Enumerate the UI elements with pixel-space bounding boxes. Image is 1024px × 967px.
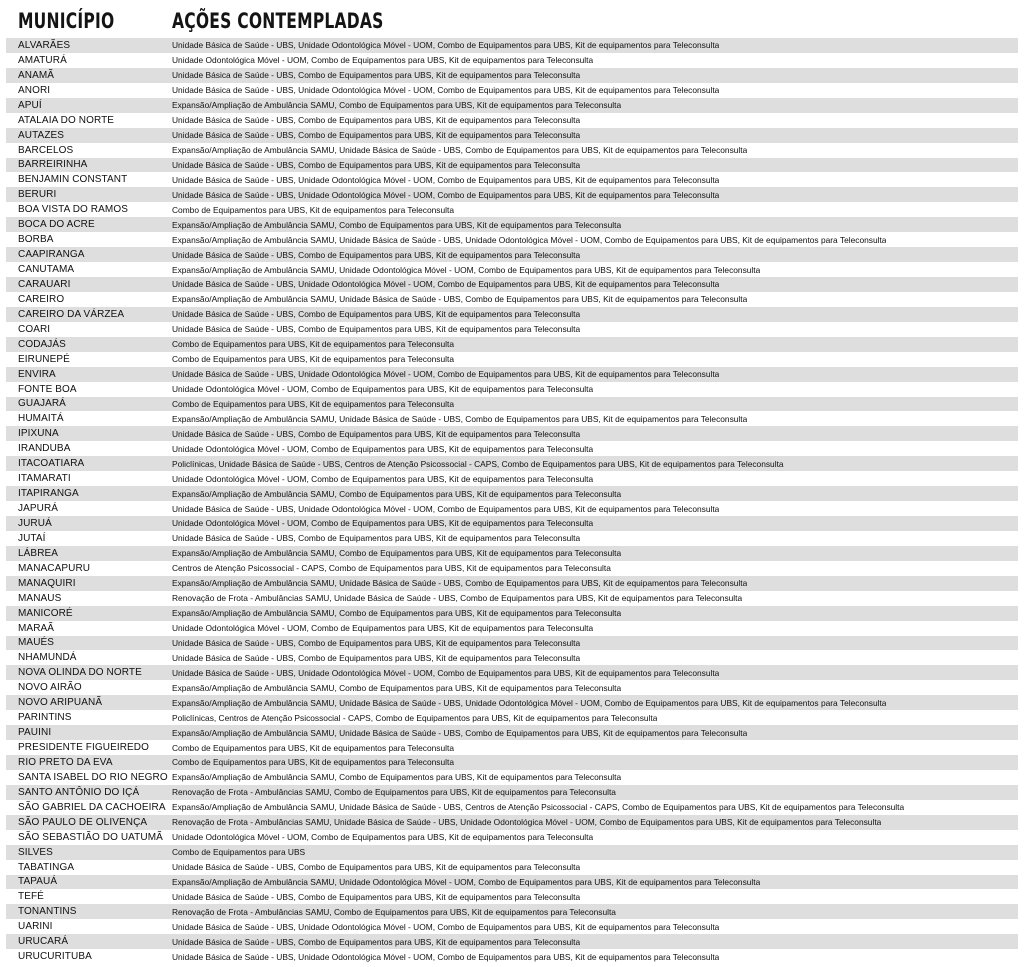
acoes-cell: Unidade Básica de Saúde - UBS, Combo de Equipamentos para UBS, Kit de equipamentos para Teleconsulta bbox=[172, 936, 581, 947]
acoes-cell: Expansão/Ampliação de Ambulância SAMU, Unidade Básica de Saúde - UBS, Unidade Odontológica Móvel - UOM, Combo de Equipamentos para UBS, Kit de equipamentos para Teleconsulta bbox=[172, 234, 887, 245]
acoes-cell: Unidade Odontológica Móvel - UOM, Combo de Equipamentos para UBS, Kit de equipamentos para Teleconsulta bbox=[172, 443, 594, 454]
municipio-cell: BORBA bbox=[18, 234, 54, 246]
acoes-cell: Unidade Básica de Saúde - UBS, Combo de Equipamentos para UBS, Kit de equipamentos para Teleconsulta bbox=[172, 891, 581, 902]
table-row bbox=[6, 919, 1018, 934]
municipio-cell: SÃO PAULO DE OLIVENÇA bbox=[18, 816, 148, 828]
municipio-cell: APUÍ bbox=[18, 99, 42, 111]
municipio-cell: ALVARÃES bbox=[18, 39, 71, 51]
municipio-cell: NHAMUNDÁ bbox=[18, 652, 77, 664]
table-row bbox=[6, 815, 1018, 830]
municipio-cell: EIRUNEPÉ bbox=[18, 353, 70, 365]
table-row bbox=[6, 845, 1018, 860]
acoes-cell: Unidade Básica de Saúde - UBS, Unidade Odontológica Móvel - UOM, Combo de Equipamentos para UBS, Kit de equipamentos para Teleconsulta bbox=[172, 174, 720, 185]
municipio-cell: SANTA ISABEL DO RIO NEGRO bbox=[18, 771, 168, 783]
table-row bbox=[6, 352, 1018, 367]
municipio-cell: SÃO GABRIEL DA CACHOEIRA bbox=[18, 801, 166, 813]
municipio-cell: MANICORÉ bbox=[18, 607, 73, 619]
table-row bbox=[6, 561, 1018, 576]
municipio-cell: IPIXUNA bbox=[18, 428, 59, 440]
table-row bbox=[6, 397, 1018, 412]
table-row bbox=[6, 322, 1018, 337]
municipio-cell: PRESIDENTE FIGUEIREDO bbox=[18, 742, 150, 754]
table-row bbox=[6, 426, 1018, 441]
acoes-cell: Expansão/Ampliação de Ambulância SAMU, Unidade Básica de Saúde - UBS, Combo de Equipamentos para UBS, Kit de equipamentos para Teleconsulta bbox=[172, 578, 748, 589]
municipio-cell: MANAQUIRI bbox=[18, 577, 76, 589]
municipio-cell: TAPAUÁ bbox=[18, 876, 58, 888]
municipio-cell: BERURI bbox=[18, 189, 57, 201]
municipio-cell: SILVES bbox=[18, 846, 53, 858]
municipio-cell: FONTE BOA bbox=[18, 383, 77, 395]
table-row bbox=[6, 441, 1018, 456]
table-row bbox=[6, 232, 1018, 247]
acoes-cell: Unidade Básica de Saúde - UBS, Unidade Odontológica Móvel - UOM, Combo de Equipamentos para UBS, Kit de equipamentos para Teleconsulta bbox=[172, 85, 720, 96]
acoes-cell: Expansão/Ampliação de Ambulância SAMU, Unidade Básica de Saúde - UBS, Centros de Atenção Psicossocial - CAPS, Combo de Equipamentos para UBS, Kit de equipamentos para Teleconsulta bbox=[172, 802, 905, 813]
header-acoes-contempladas: AÇÕES CONTEMPLADAS bbox=[172, 9, 384, 33]
municipio-cell: JURUÁ bbox=[18, 517, 52, 529]
acoes-cell: Unidade Odontológica Móvel - UOM, Combo de Equipamentos para UBS, Kit de equipamentos para Teleconsulta bbox=[172, 623, 594, 634]
acoes-cell: Unidade Básica de Saúde - UBS, Combo de Equipamentos para UBS, Kit de equipamentos para Teleconsulta bbox=[172, 533, 581, 544]
municipio-cell: UARINI bbox=[18, 921, 53, 933]
table-row bbox=[6, 949, 1018, 964]
municipio-cell: ITAPIRANGA bbox=[18, 488, 79, 500]
table-row bbox=[6, 202, 1018, 217]
table-row bbox=[6, 860, 1018, 875]
table-row bbox=[6, 262, 1018, 277]
table-row bbox=[6, 889, 1018, 904]
acoes-cell: Expansão/Ampliação de Ambulância SAMU, Unidade Básica de Saúde - UBS, Combo de Equipamentos para UBS, Kit de equipamentos para Teleconsulta bbox=[172, 413, 748, 424]
municipios-table bbox=[6, 8, 1018, 963]
table-row bbox=[6, 755, 1018, 770]
table-header bbox=[6, 8, 1018, 37]
table-row bbox=[6, 770, 1018, 785]
table-row bbox=[6, 680, 1018, 695]
table-row bbox=[6, 292, 1018, 307]
municipio-cell: TEFÉ bbox=[18, 891, 44, 903]
acoes-cell: Expansão/Ampliação de Ambulância SAMU, Combo de Equipamentos para UBS, Kit de equipamentos para Teleconsulta bbox=[172, 488, 622, 499]
acoes-cell: Unidade Básica de Saúde - UBS, Combo de Equipamentos para UBS, Kit de equipamentos para Teleconsulta bbox=[172, 428, 581, 439]
acoes-cell: Expansão/Ampliação de Ambulância SAMU, Combo de Equipamentos para UBS, Kit de equipamentos para Teleconsulta bbox=[172, 219, 622, 230]
table-row bbox=[6, 546, 1018, 561]
table-row bbox=[6, 710, 1018, 725]
acoes-cell: Combo de Equipamentos para UBS, Kit de equipamentos para Teleconsulta bbox=[172, 339, 454, 350]
municipio-cell: COARI bbox=[18, 323, 51, 335]
acoes-cell: Unidade Básica de Saúde - UBS, Combo de Equipamentos para UBS, Kit de equipamentos para Teleconsulta bbox=[172, 862, 581, 873]
municipio-cell: CANUTAMA bbox=[18, 264, 75, 276]
acoes-cell: Unidade Básica de Saúde - UBS, Combo de Equipamentos para UBS, Kit de equipamentos para Teleconsulta bbox=[172, 130, 581, 141]
municipio-cell: RIO PRETO DA EVA bbox=[18, 756, 113, 768]
acoes-cell: Renovação de Frota - Ambulâncias SAMU, Unidade Básica de Saúde - UBS, Unidade Odontológica Móvel - UOM, Combo de Equipamentos para UBS, Kit de equipamentos para Teleconsulta bbox=[172, 817, 882, 828]
municipio-cell: LÁBREA bbox=[18, 547, 59, 559]
municipio-cell: CARAUARI bbox=[18, 278, 71, 290]
municipio-cell: TABATINGA bbox=[18, 861, 75, 873]
municipio-cell: NOVO AIRÃO bbox=[18, 682, 82, 694]
acoes-cell: Expansão/Ampliação de Ambulância SAMU, Combo de Equipamentos para UBS, Kit de equipamentos para Teleconsulta bbox=[172, 772, 622, 783]
acoes-cell: Unidade Básica de Saúde - UBS, Combo de Equipamentos para UBS, Kit de equipamentos para Teleconsulta bbox=[172, 309, 581, 320]
acoes-cell: Unidade Básica de Saúde - UBS, Unidade Odontológica Móvel - UOM, Combo de Equipamentos para UBS, Kit de equipamentos para Teleconsulta bbox=[172, 503, 720, 514]
table-row bbox=[6, 531, 1018, 546]
municipio-cell: PAUINI bbox=[18, 727, 52, 739]
municipio-cell: BARREIRINHA bbox=[18, 159, 88, 171]
municipio-cell: URUCARÁ bbox=[18, 936, 69, 948]
municipio-cell: MANAUS bbox=[18, 592, 62, 604]
acoes-cell: Unidade Odontológica Móvel - UOM, Combo de Equipamentos para UBS, Kit de equipamentos para Teleconsulta bbox=[172, 473, 594, 484]
table-row bbox=[6, 53, 1018, 68]
table-row bbox=[6, 128, 1018, 143]
acoes-cell: Unidade Básica de Saúde - UBS, Combo de Equipamentos para UBS, Kit de equipamentos para Teleconsulta bbox=[172, 324, 581, 335]
acoes-cell: Unidade Odontológica Móvel - UOM, Combo de Equipamentos para UBS, Kit de equipamentos para Teleconsulta bbox=[172, 55, 594, 66]
acoes-cell: Expansão/Ampliação de Ambulância SAMU, Combo de Equipamentos para UBS, Kit de equipamentos para Teleconsulta bbox=[172, 682, 622, 693]
acoes-cell: Unidade Básica de Saúde - UBS, Combo de Equipamentos para UBS, Kit de equipamentos para Teleconsulta bbox=[172, 70, 581, 81]
table-row bbox=[6, 636, 1018, 651]
table-row bbox=[6, 606, 1018, 621]
table-row bbox=[6, 501, 1018, 516]
table-row bbox=[6, 143, 1018, 158]
table-row bbox=[6, 83, 1018, 98]
acoes-cell: Unidade Básica de Saúde - UBS, Unidade Odontológica Móvel - UOM, Combo de Equipamentos para UBS, Kit de equipamentos para Teleconsulta bbox=[172, 951, 720, 962]
municipio-cell: JAPURÁ bbox=[18, 503, 59, 515]
table-row bbox=[6, 217, 1018, 232]
table-row bbox=[6, 113, 1018, 128]
municipio-cell: HUMAITÁ bbox=[18, 413, 64, 425]
table-body bbox=[6, 38, 1018, 964]
acoes-cell: Renovação de Frota - Ambulâncias SAMU, Unidade Básica de Saúde - UBS, Combo de Equipamentos para UBS, Kit de equipamentos para Teleconsulta bbox=[172, 593, 743, 604]
acoes-cell: Combo de Equipamentos para UBS bbox=[172, 847, 306, 858]
table-row bbox=[6, 68, 1018, 83]
table-row bbox=[6, 277, 1018, 292]
municipio-cell: MANACAPURU bbox=[18, 562, 91, 574]
municipio-cell: CAREIRO DA VÁRZEA bbox=[18, 308, 125, 320]
table-row bbox=[6, 307, 1018, 322]
acoes-cell: Unidade Odontológica Móvel - UOM, Combo de Equipamentos para UBS, Kit de equipamentos para Teleconsulta bbox=[172, 384, 594, 395]
table-row bbox=[6, 516, 1018, 531]
acoes-cell: Expansão/Ampliação de Ambulância SAMU, Combo de Equipamentos para UBS, Kit de equipamentos para Teleconsulta bbox=[172, 100, 622, 111]
table-row bbox=[6, 247, 1018, 262]
municipio-cell: CAREIRO bbox=[18, 293, 65, 305]
municipio-cell: GUAJARÁ bbox=[18, 398, 66, 410]
table-row bbox=[6, 367, 1018, 382]
acoes-cell: Unidade Básica de Saúde - UBS, Combo de Equipamentos para UBS, Kit de equipamentos para Teleconsulta bbox=[172, 115, 581, 126]
table-row bbox=[6, 934, 1018, 949]
municipio-cell: CODAJÁS bbox=[18, 338, 66, 350]
acoes-cell: Expansão/Ampliação de Ambulância SAMU, Combo de Equipamentos para UBS, Kit de equipamentos para Teleconsulta bbox=[172, 608, 622, 619]
municipio-cell: IRANDUBA bbox=[18, 443, 71, 455]
municipio-cell: BOA VISTA DO RAMOS bbox=[18, 204, 128, 216]
municipio-cell: ITAMARATI bbox=[18, 473, 71, 485]
acoes-cell: Combo de Equipamentos para UBS, Kit de equipamentos para Teleconsulta bbox=[172, 354, 454, 365]
table-row bbox=[6, 382, 1018, 397]
table-row bbox=[6, 158, 1018, 173]
acoes-cell: Unidade Odontológica Móvel - UOM, Combo de Equipamentos para UBS, Kit de equipamentos para Teleconsulta bbox=[172, 518, 594, 529]
table-row bbox=[6, 337, 1018, 352]
acoes-cell: Expansão/Ampliação de Ambulância SAMU, Unidade Básica de Saúde - UBS, Combo de Equipamentos para UBS, Kit de equipamentos para Teleconsulta bbox=[172, 145, 748, 156]
municipio-cell: TONANTINS bbox=[18, 906, 77, 918]
table-row bbox=[6, 486, 1018, 501]
acoes-cell: Centros de Atenção Psicossocial - CAPS, Combo de Equipamentos para UBS, Kit de equipamentos para Teleconsulta bbox=[172, 563, 611, 574]
municipio-cell: AMATURÁ bbox=[18, 54, 67, 66]
municipio-cell: JUTAÍ bbox=[18, 532, 46, 544]
municipio-cell: NOVA OLINDA DO NORTE bbox=[18, 667, 142, 679]
acoes-cell: Expansão/Ampliação de Ambulância SAMU, Unidade Odontológica Móvel - UOM, Combo de Equipamentos para UBS, Kit de equipamentos para Teleconsulta bbox=[172, 876, 761, 887]
municipio-cell: MARAÃ bbox=[18, 622, 55, 634]
table-row bbox=[6, 830, 1018, 845]
acoes-cell: Combo de Equipamentos para UBS, Kit de equipamentos para Teleconsulta bbox=[172, 398, 454, 409]
acoes-cell: Unidade Básica de Saúde - UBS, Unidade Odontológica Móvel - UOM, Combo de Equipamentos para UBS, Kit de equipamentos para Teleconsulta bbox=[172, 40, 720, 51]
municipio-cell: NOVO ARIPUANÃ bbox=[18, 697, 103, 709]
municipio-cell: MAUÉS bbox=[18, 637, 55, 649]
municipio-cell: SANTO ANTÔNIO DO IÇÁ bbox=[18, 786, 140, 798]
acoes-cell: Unidade Básica de Saúde - UBS, Combo de Equipamentos para UBS, Kit de equipamentos para Teleconsulta bbox=[172, 652, 581, 663]
municipio-cell: URUCURITUBA bbox=[18, 951, 92, 963]
municipio-cell: ATALAIA DO NORTE bbox=[18, 114, 115, 126]
acoes-cell: Unidade Odontológica Móvel - UOM, Combo de Equipamentos para UBS, Kit de equipamentos para Teleconsulta bbox=[172, 832, 594, 843]
acoes-cell: Unidade Básica de Saúde - UBS, Unidade Odontológica Móvel - UOM, Combo de Equipamentos para UBS, Kit de equipamentos para Teleconsulta bbox=[172, 189, 720, 200]
acoes-cell: Combo de Equipamentos para UBS, Kit de equipamentos para Teleconsulta bbox=[172, 742, 454, 753]
municipio-cell: BENJAMIN CONSTANT bbox=[18, 174, 128, 186]
table-row bbox=[6, 411, 1018, 426]
acoes-cell: Unidade Básica de Saúde - UBS, Unidade Odontológica Móvel - UOM, Combo de Equipamentos para UBS, Kit de equipamentos para Teleconsulta bbox=[172, 369, 720, 380]
acoes-cell: Policlínicas, Centros de Atenção Psicossocial - CAPS, Combo de Equipamentos para UBS, Kit de equipamentos para Teleconsulta bbox=[172, 712, 658, 723]
table-row bbox=[6, 800, 1018, 815]
table-row bbox=[6, 740, 1018, 755]
acoes-cell: Unidade Básica de Saúde - UBS, Combo de Equipamentos para UBS, Kit de equipamentos para Teleconsulta bbox=[172, 637, 581, 648]
municipio-cell: CAAPIRANGA bbox=[18, 249, 85, 261]
municipio-cell: ANORI bbox=[18, 84, 51, 96]
municipio-cell: ANAMÃ bbox=[18, 69, 55, 81]
acoes-cell: Renovação de Frota - Ambulâncias SAMU, Combo de Equipamentos para UBS, Kit de equipamentos para Teleconsulta bbox=[172, 906, 616, 917]
table-row bbox=[6, 665, 1018, 680]
municipio-cell: SÃO SEBASTIÃO DO UATUMÃ bbox=[18, 831, 163, 843]
table-row bbox=[6, 187, 1018, 202]
acoes-cell: Expansão/Ampliação de Ambulância SAMU, Unidade Básica de Saúde - UBS, Unidade Odontológica Móvel - UOM, Combo de Equipamentos para UBS, Kit de equipamentos para Teleconsulta bbox=[172, 697, 887, 708]
table-row bbox=[6, 98, 1018, 113]
table-row bbox=[6, 172, 1018, 187]
table-row bbox=[6, 576, 1018, 591]
table-row bbox=[6, 695, 1018, 710]
acoes-cell: Combo de Equipamentos para UBS, Kit de equipamentos para Teleconsulta bbox=[172, 204, 454, 215]
municipio-cell: PARINTINS bbox=[18, 712, 72, 724]
municipio-cell: BOCA DO ACRE bbox=[18, 219, 95, 231]
acoes-cell: Unidade Básica de Saúde - UBS, Unidade Odontológica Móvel - UOM, Combo de Equipamentos para UBS, Kit de equipamentos para Teleconsulta bbox=[172, 279, 720, 290]
table-row bbox=[6, 591, 1018, 606]
table-row bbox=[6, 904, 1018, 919]
municipio-cell: ENVIRA bbox=[18, 368, 56, 380]
acoes-cell: Expansão/Ampliação de Ambulância SAMU, Unidade Odontológica Móvel - UOM, Combo de Equipamentos para UBS, Kit de equipamentos para Teleconsulta bbox=[172, 264, 761, 275]
municipio-cell: AUTAZES bbox=[18, 129, 65, 141]
table-row bbox=[6, 785, 1018, 800]
acoes-cell: Unidade Básica de Saúde - UBS, Combo de Equipamentos para UBS, Kit de equipamentos para Teleconsulta bbox=[172, 159, 581, 170]
municipio-cell: ITACOATIARA bbox=[18, 458, 85, 470]
acoes-cell: Combo de Equipamentos para UBS, Kit de equipamentos para Teleconsulta bbox=[172, 757, 454, 768]
table-row bbox=[6, 456, 1018, 471]
acoes-cell: Expansão/Ampliação de Ambulância SAMU, Unidade Básica de Saúde - UBS, Combo de Equipamentos para UBS, Kit de equipamentos para Teleconsulta bbox=[172, 727, 748, 738]
municipio-cell: BARCELOS bbox=[18, 144, 74, 156]
acoes-cell: Expansão/Ampliação de Ambulância SAMU, Combo de Equipamentos para UBS, Kit de equipamentos para Teleconsulta bbox=[172, 548, 622, 559]
acoes-cell: Renovação de Frota - Ambulâncias SAMU, Combo de Equipamentos para UBS, Kit de equipamentos para Teleconsulta bbox=[172, 787, 616, 798]
table-row bbox=[6, 650, 1018, 665]
acoes-cell: Unidade Básica de Saúde - UBS, Combo de Equipamentos para UBS, Kit de equipamentos para Teleconsulta bbox=[172, 249, 581, 260]
table-row bbox=[6, 38, 1018, 53]
table-row bbox=[6, 471, 1018, 486]
acoes-cell: Unidade Básica de Saúde - UBS, Unidade Odontológica Móvel - UOM, Combo de Equipamentos para UBS, Kit de equipamentos para Teleconsulta bbox=[172, 921, 720, 932]
table-row bbox=[6, 621, 1018, 636]
acoes-cell: Unidade Básica de Saúde - UBS, Unidade Odontológica Móvel - UOM, Combo de Equipamentos para UBS, Kit de equipamentos para Teleconsulta bbox=[172, 667, 720, 678]
acoes-cell: Policlínicas, Unidade Básica de Saúde - UBS, Centros de Atenção Psicossocial - CAPS, Combo de Equipamentos para UBS, Kit de equipamentos para Teleconsulta bbox=[172, 458, 784, 469]
acoes-cell: Expansão/Ampliação de Ambulância SAMU, Unidade Básica de Saúde - UBS, Combo de Equipamentos para UBS, Kit de equipamentos para Teleconsulta bbox=[172, 294, 748, 305]
table-row bbox=[6, 875, 1018, 890]
header-municipio: MUNICÍPIO bbox=[18, 9, 115, 33]
table-row bbox=[6, 725, 1018, 740]
